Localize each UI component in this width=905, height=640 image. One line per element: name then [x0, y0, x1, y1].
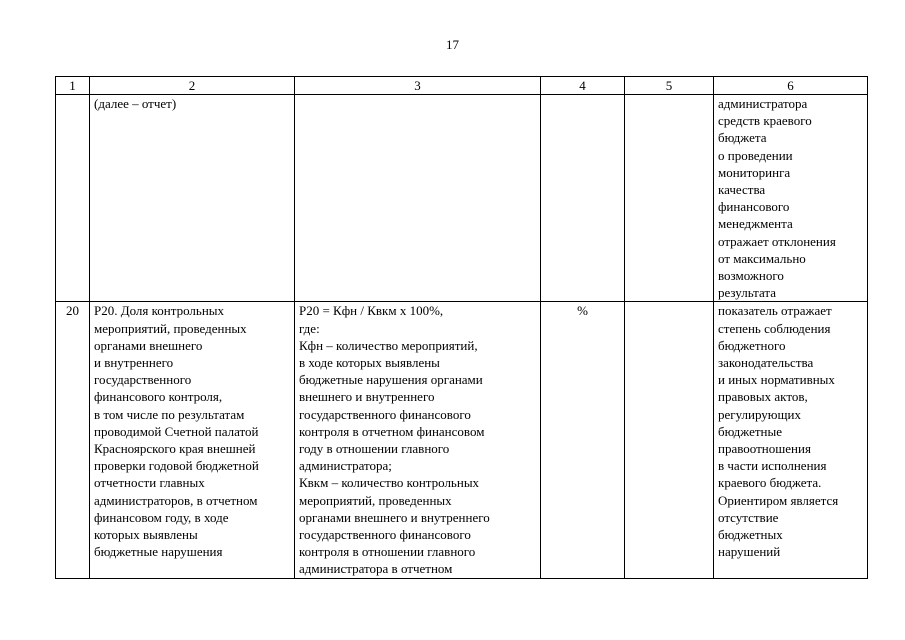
row-number-cell: 20 — [56, 302, 90, 578]
unit-cell — [541, 95, 625, 302]
formula-cell-line: государственного финансового — [299, 527, 471, 543]
column-header-1: 1 — [56, 77, 90, 95]
formula-cell — [295, 95, 541, 302]
formula-cell-line: администратора; — [299, 458, 392, 474]
indicator-cell-line: которых выявлены — [94, 527, 198, 543]
comment-cell-line: мониторинга — [718, 164, 791, 180]
formula-cell — [295, 302, 541, 578]
table-row — [56, 95, 868, 302]
formula-cell-line: году в отношении главного — [299, 441, 450, 457]
comment-cell-line: о проведении — [718, 147, 793, 163]
indicator-cell-line: Р20. Доля контрольных — [94, 303, 225, 319]
formula-cell-line: мероприятий, проведенных — [299, 492, 452, 508]
indicator-cell-line: проверки годовой бюджетной — [94, 458, 259, 474]
table-header-row — [56, 77, 868, 95]
comment-cell-line: степень соблюдения — [718, 320, 831, 336]
comment-cell-line: менеджмента — [718, 216, 793, 232]
indicator-cell-line: Красноярского края внешней — [94, 441, 256, 457]
indicator-cell-line: проводимой Счетной палатой — [94, 423, 259, 439]
comment-cell-line: отсутствие — [718, 509, 779, 525]
comment-cell-line: качества — [718, 182, 766, 198]
comment-cell-line: краевого бюджета. — [718, 475, 822, 491]
indicator-cell-line: и внутреннего — [94, 355, 174, 371]
column-header-4: 4 — [541, 77, 625, 95]
page-number: 17 — [446, 37, 459, 52]
comment-cell-line: возможного — [718, 268, 784, 284]
comment-cell-line: администратора — [718, 96, 808, 111]
indicator-cell-line: (далее – отчет) — [94, 96, 177, 111]
table-row — [56, 302, 868, 578]
comment-cell-line: в части исполнения — [718, 458, 827, 474]
formula-cell-line: контроля в отчетном финансовом — [299, 423, 485, 439]
column-header-6: 6 — [714, 77, 868, 95]
formula-cell-line: в ходе которых выявлены — [299, 355, 440, 371]
comment-cell-line: Ориентиром является — [718, 492, 839, 508]
column-5-cell — [625, 302, 714, 578]
comment-cell-line: отражает отклонения — [718, 233, 836, 249]
comment-cell-line: бюджета — [718, 130, 767, 146]
comment-cell — [714, 95, 868, 302]
formula-cell-line: Р20 = Кфн / Квкм х 100%, — [299, 303, 444, 319]
indicator-cell-line: финансовом году, в ходе — [94, 509, 229, 525]
comment-cell-line: средств краевого — [718, 113, 812, 129]
formula-cell-line: внешнего и внутреннего — [299, 389, 435, 405]
comment-cell-line: законодательства — [718, 355, 814, 371]
comment-cell-line: результата — [718, 285, 777, 301]
formula-cell-line: Кфн – количество мероприятий, — [299, 337, 478, 353]
formula-cell-line: государственного финансового — [299, 406, 471, 422]
formula-cell-line: контроля в отношении главного — [299, 544, 476, 560]
comment-cell-line: финансового — [718, 199, 790, 215]
indicator-cell-line: мероприятий, проведенных — [94, 320, 247, 336]
comment-cell — [714, 302, 868, 578]
formula-cell-line: администратора в отчетном — [299, 561, 453, 577]
formula-cell-line: органами внешнего и внутреннего — [299, 509, 490, 525]
column-5-cell — [625, 95, 714, 302]
indicator-cell — [90, 95, 295, 302]
comment-cell-line: правовых актов, — [718, 389, 808, 405]
indicator-cell-line: в том числе по результатам — [94, 406, 245, 422]
indicator-cell-line: органами внешнего — [94, 337, 203, 353]
formula-cell-line: где: — [299, 320, 320, 336]
comment-cell-line: нарушений — [718, 544, 781, 560]
indicator-cell-line: финансового контроля, — [94, 389, 223, 405]
comment-cell-line: показатель отражает — [718, 303, 832, 319]
column-header-5: 5 — [625, 77, 714, 95]
indicator-cell-line: бюджетные нарушения — [94, 544, 223, 560]
indicators-table — [55, 76, 868, 579]
comment-cell-line: от максимально — [718, 250, 806, 266]
comment-cell-line: и иных нормативных — [718, 372, 835, 388]
comment-cell-line: регулирующих — [718, 406, 801, 422]
comment-cell-line: правоотношения — [718, 441, 811, 457]
table-body — [56, 95, 868, 579]
indicator-cell-line: администраторов, в отчетном — [94, 492, 258, 508]
formula-cell-line: Квкм – количество контрольных — [299, 475, 480, 491]
column-header-2: 2 — [90, 77, 295, 95]
formula-cell-line: бюджетные нарушения органами — [299, 372, 483, 388]
row-number-cell — [56, 95, 90, 302]
comment-cell-line: бюджетного — [718, 337, 786, 353]
comment-cell-line: бюджетных — [718, 527, 783, 543]
indicator-cell — [90, 302, 295, 578]
indicator-cell-line: государственного — [94, 372, 192, 388]
indicator-cell-line: отчетности главных — [94, 475, 205, 491]
unit-cell: % — [541, 302, 625, 578]
comment-cell-line: бюджетные — [718, 423, 783, 439]
column-header-3: 3 — [295, 77, 541, 95]
